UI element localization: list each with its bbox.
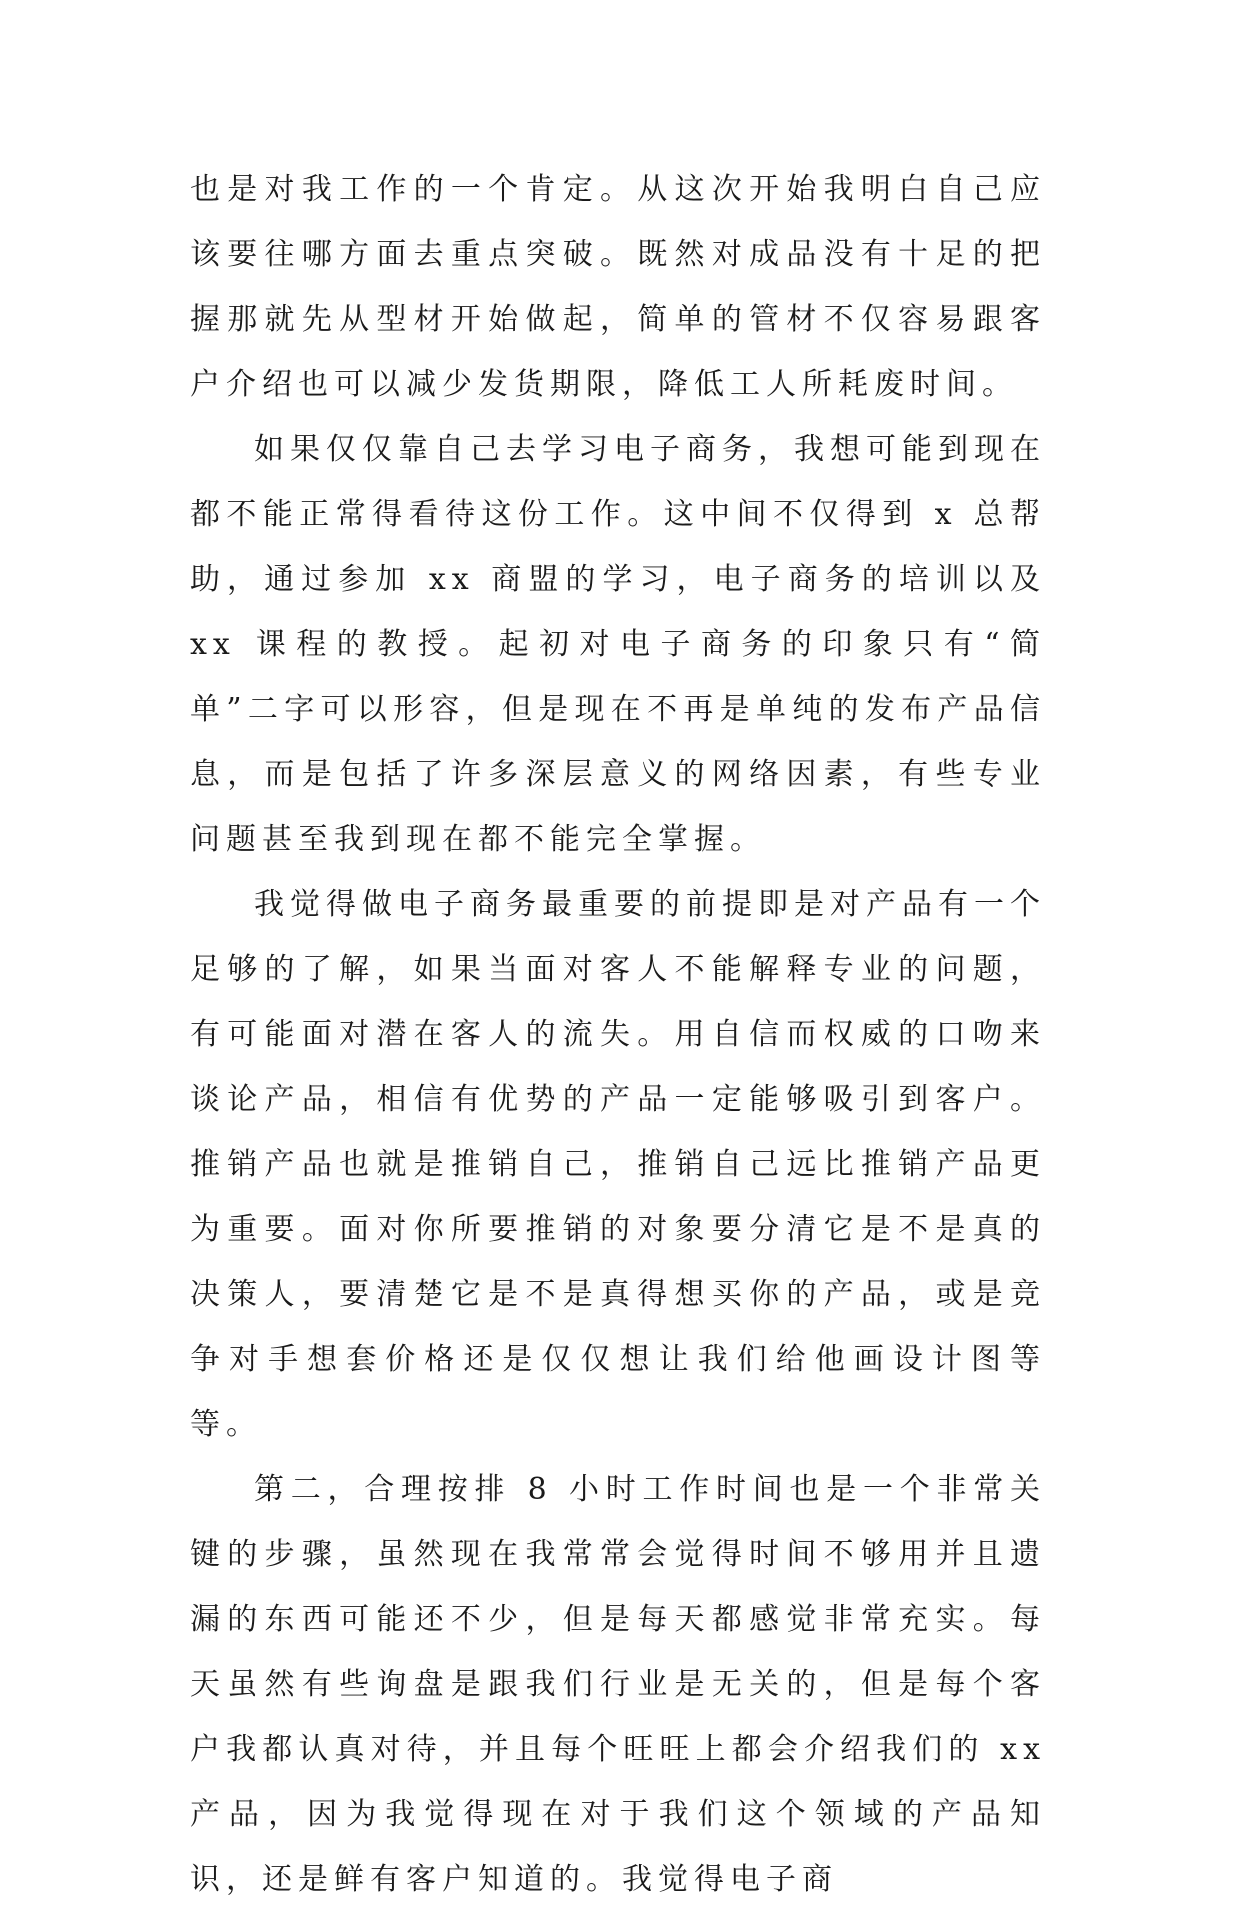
paragraph-1: 也是对我工作的一个肯定。从这次开始我明白自己应该要往哪方面去重点突破。既然对成品没有十足的把握那就先从型材开始做起，简单的管材不仅容易跟客户介绍也可以减少发货期限，降低工人所耗废时间。 xyxy=(190,172,1046,402)
paragraph-3: 我觉得做电子商务最重要的前提即是对产品有一个足够的了解，如果当面对客人不能解释专业的问题，有可能面对潜在客人的流失。用自信而权威的口吻来谈论产品，相信有优势的产品一定能够吸引到客户。推销产品也就是推销自己，推销自己远比推销产品更为重要。面对你所要推销的对象要分清它是不是真的决策人，要清楚它是不是真得想买你的产品，或是竞争对手想套价格还是仅仅想让我们给他画设计图等等。 xyxy=(190,887,1046,1442)
paragraph-4: 第二，合理按排 8 小时工作时间也是一个非常关键的步骤，虽然现在我常常会觉得时间不够用并且遗漏的东西可能还不少，但是每天都感觉非常充实。每天虽然有些询盘是跟我们行业是无关的，但是每个客户我都认真对待，并且每个旺旺上都会介绍我们的 xx 产品，因为我觉得现在对于我们这个领域的产品知识，还是鲜有客户知道的。我觉得电子商 xyxy=(190,1472,1046,1897)
body-text xyxy=(190,157,1046,1912)
paragraph-2: 如果仅仅靠自己去学习电子商务，我想可能到现在都不能正常得看待这份工作。这中间不仅得到 x 总帮助，通过参加 xx 商盟的学习，电子商务的培训以及 xx 课程的教授。起初对电子商务的印象只有“简单”二字可以形容，但是现在不再是单纯的发布产品信息，而是包括了许多深层意义的网络因素，有些专业问题甚至我到现在都不能完全掌握。 xyxy=(190,432,1046,857)
